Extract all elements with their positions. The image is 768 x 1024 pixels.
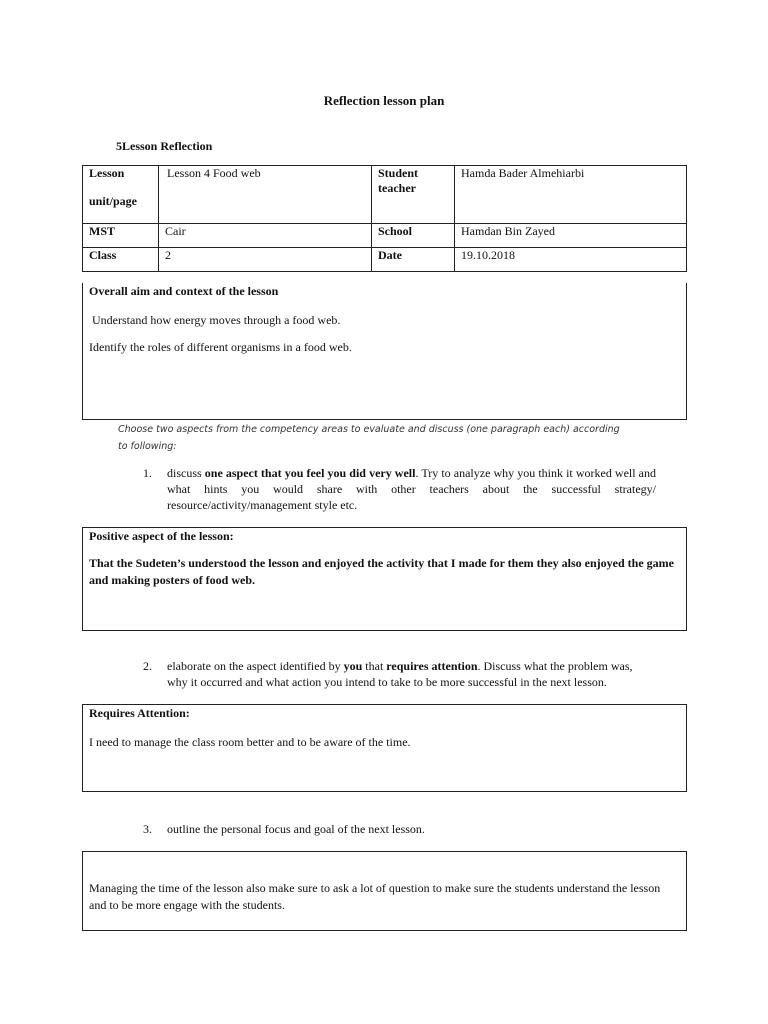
unit-page-label: unit/page [89, 194, 138, 208]
aim-line-1: Understand how energy moves through a food web. [92, 313, 341, 327]
lesson-unit-label-cell [83, 166, 159, 224]
prompt-item-2 [143, 658, 683, 692]
school-value: Hamdan Bin Zayed [455, 224, 687, 248]
section-title: 5Lesson Reflection [116, 139, 213, 153]
student-teacher-label-cell [372, 166, 455, 224]
instruction-line-1: Choose two aspects from the competency areas to evaluate and discuss (one paragraph each) according [118, 424, 620, 435]
instruction-line-2: to following: [118, 441, 177, 452]
teacher-label: teacher [378, 181, 416, 195]
item-text: outline the personal focus and goal of the next lesson. [167, 822, 425, 836]
attention-text: I need to manage the class room better and to be aware of the time. [89, 735, 411, 749]
item-text: elaborate on the aspect identified by you that requires attention. Discuss what the problem was, why it occurred and what action you intend to take to be more successful in the next lesson. [167, 659, 633, 689]
lesson-label: Lesson [89, 166, 125, 180]
table-row [83, 166, 687, 224]
lesson-value: Lesson 4 Food web [159, 166, 372, 224]
instructions [118, 421, 658, 455]
aim-line-2: Identify the roles of different organisms in a food web. [89, 340, 352, 354]
attention-heading: Requires Attention: [89, 706, 190, 720]
positive-aspect-box [82, 527, 687, 631]
item-number: 1. [143, 466, 152, 480]
lesson-info-table [82, 165, 687, 272]
table-row [83, 248, 687, 272]
item-text: discuss one aspect that you feel you did very well. Try to analyze why you think it worked well and what hints you would share with other teachers about the successful strategy/ resource/activity/management style etc. [167, 466, 657, 512]
student-teacher-value: Hamda Bader Almehiarbi [455, 166, 687, 224]
student-label: Student [378, 166, 419, 180]
aim-heading: Overall aim and context of the lesson [89, 284, 279, 298]
positive-text: That the Sudeten’s understood the lesson and enjoyed the activity that I made for them they also enjoyed the game and making posters of food web. [89, 556, 674, 587]
school-label: School [372, 224, 455, 248]
date-label: Date [372, 248, 455, 272]
class-value: 2 [159, 248, 372, 272]
aim-box [82, 283, 687, 420]
next-lesson-goal-box [82, 851, 687, 931]
prompt-item-1 [143, 465, 683, 515]
class-label: Class [83, 248, 159, 272]
next-goal-text: Managing the time of the lesson also make sure to ask a lot of question to make sure the students understand the lesson and to be more engage with the students. [89, 881, 661, 912]
prompt-item-3 [143, 821, 683, 839]
date-value: 19.10.2018 [455, 248, 687, 272]
item-number: 3. [143, 822, 152, 836]
document-title: Reflection lesson plan [323, 93, 445, 108]
positive-heading: Positive aspect of the lesson: [89, 529, 234, 543]
mst-label: MST [83, 224, 159, 248]
item-number: 2. [143, 659, 152, 673]
mst-value: Cair [159, 224, 372, 248]
requires-attention-box [82, 704, 687, 792]
table-row [83, 224, 687, 248]
